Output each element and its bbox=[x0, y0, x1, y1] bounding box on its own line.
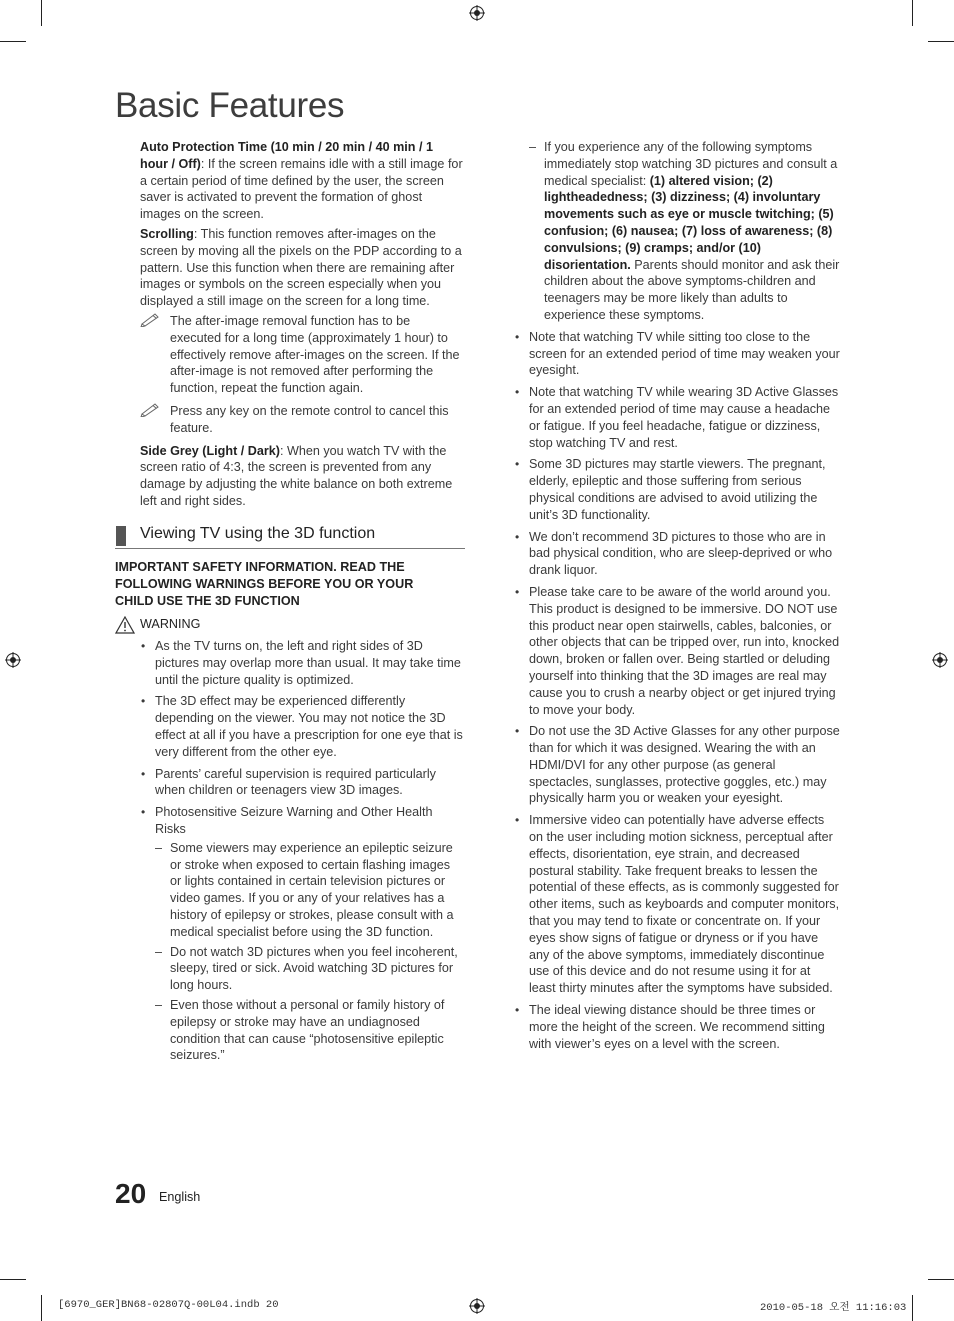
list-item: • Please take care to be aware of the world around you. This product is designed to be immersive. DO NOT use this product near open stairwells, cables, balconies, or other objects that can be tripped over, run into, knocked down, broken or fallen over. Being startled or deluding yourself into thinking that the 3D images are real may cause you to crush a nearby object or get injured trying to move your body. bbox=[514, 584, 840, 718]
sub-list-item: – Some viewers may experience an epileptic seizure or stroke when exposed to certain flashing images or lights contained in certain television pictures or video games. If you or any of your relatives has a history of epilepsy or strokes, please consult with a medical specialist before using the 3D function. bbox=[155, 840, 464, 941]
print-slug-left: [6970_GER]BN68-02807Q-00L04.indb 20 bbox=[58, 1299, 279, 1311]
registration-mark-icon bbox=[5, 652, 21, 668]
list-item: • As the TV turns on, the left and right sides of 3D pictures may overlap more than usual. It may take time until the picture quality is optimized. bbox=[140, 638, 464, 688]
list-item: • Note that watching TV while sitting too close to the screen for an extended period of time may weaken your eyesight. bbox=[514, 329, 840, 379]
section-title: Viewing TV using the 3D function bbox=[140, 525, 376, 542]
right-column bbox=[514, 139, 840, 1057]
warning-triangle-icon bbox=[115, 616, 135, 634]
page-title: Basic Features bbox=[115, 86, 345, 125]
section-bar bbox=[116, 526, 126, 546]
note: The after-image removal function has to be executed for a long time (approximately 1 hour) to effectively remove after-images on the screen. If the after-image is not removed after performing the function, repeat the function again. bbox=[140, 313, 464, 397]
list-item: • Parents’ careful supervision is required particularly when children or teenagers view 3D images. bbox=[140, 766, 464, 800]
crop-mark bbox=[41, 1295, 42, 1321]
crop-mark bbox=[928, 1279, 954, 1280]
crop-mark bbox=[928, 41, 954, 42]
crop-mark bbox=[41, 0, 42, 26]
sub-list-item: – Do not watch 3D pictures when you feel incoherent, sleepy, tired or sick. Avoid watching 3D pictures for long hours. bbox=[155, 944, 464, 994]
list-item: • Immersive video can potentially have adverse effects on the user including motion sickness, perceptual after effects, disorientation, eye strain, and decreased postural stability. Take frequent breaks to lessen the potential of these effects, as is commonly suggested for other items, such as keyboards and computer monitors, that you may tend to fixate or concentrate on. If your eyes show signs of fatigue or dryness or if you have any of the above symptoms, immediately discontinue use of this device and do not resume using it for at least thirty minutes after the symptoms have subsided. bbox=[514, 812, 840, 997]
list-item: • The 3D effect may be experienced differently depending on the viewer. You may not notice the 3D effect at all if you have a prescription for one eye that is very different from the other eye. bbox=[140, 693, 464, 760]
section-heading bbox=[115, 522, 465, 549]
left-warning-list bbox=[140, 638, 464, 1067]
crop-mark bbox=[912, 1295, 913, 1321]
list-item: • Photosensitive Seizure Warning and Other Health Risks – Some viewers may experience an epileptic seizure or stroke when exposed to certain flashing images or lights contained in certain television pictures or video games. If you or any of your relatives has a history of epilepsy or strokes, please consult with a medical specialist before using the 3D function. – Do not watch 3D pictures when you feel incoherent, sleepy, tired or sick. Avoid watching 3D pictures for long hours. – Even those without a personal or family history of epilepsy or stroke may have an undiagnosed condition that can cause “photosensitive epileptic seizures.” bbox=[140, 804, 464, 1064]
registration-mark-icon bbox=[469, 1298, 485, 1314]
page-language: English bbox=[159, 1190, 201, 1204]
scrolling-paragraph: Scrolling: This function removes after-images on the screen by moving all the pixels on the PDP according to a pattern. Use this function when there are remaining after images or symbols on the screen especially when you displayed a still image on the screen for a long time. bbox=[140, 226, 462, 309]
note-pencil-icon bbox=[140, 311, 162, 327]
important-safety-heading: IMPORTANT SAFETY INFORMATION. READ THE FOLLOWING WARNINGS BEFORE YOU OR YOUR CHILD USE THE 3D FUNCTION bbox=[115, 560, 414, 608]
note-pencil-icon bbox=[140, 401, 162, 417]
list-item: • We don’t recommend 3D pictures to those who are in bad physical condition, who are sleep-deprived or who drank liquor. bbox=[514, 529, 840, 579]
list-item: • Some 3D pictures may startle viewers. The pregnant, elderly, epileptic and those suffering from serious physical conditions are advised to avoid utilizing the unit’s 3D functionality. bbox=[514, 456, 840, 523]
registration-mark-icon bbox=[469, 5, 485, 21]
crop-mark bbox=[912, 0, 913, 26]
left-column-top bbox=[140, 139, 464, 513]
crop-mark bbox=[0, 41, 26, 42]
sub-list-item: – Even those without a personal or family history of epilepsy or stroke may have an undiagnosed condition that can cause “photosensitive epileptic seizures.” bbox=[155, 997, 464, 1064]
note: Press any key on the remote control to cancel this feature. bbox=[140, 403, 464, 437]
list-item: • Note that watching TV while wearing 3D Active Glasses for an extended period of time may cause a headache or fatigue. If you feel headache, fatigue or dizziness, stop watching TV and rest. bbox=[514, 384, 840, 451]
print-slug-right: 2010-05-18 오전 11:16:03 bbox=[760, 1302, 907, 1314]
list-item: • Do not use the 3D Active Glasses for any other purpose than for which it was designed. Wearing the with an HDMI/DVI for any other purpose (as general spectacles, sunglasses, protective goggles, etc.) may physically harm you or weaken your eyesight. bbox=[514, 723, 840, 807]
list-item: • The ideal viewing distance should be three times or more the height of the screen. We recommend sitting with viewer’s eyes on a level with the screen. bbox=[514, 1002, 840, 1052]
sub-list-item: – If you experience any of the following symptoms immediately stop watching 3D pictures and consult a medical specialist: (1) altered vision; (2) lightheadedness; (3) dizziness; (4) involuntary movements such as eye or muscle twitching; (5) confusion; (6) nausea; (7) loss of awareness; (8) convulsions; (9) cramps; and/or (10) disorientation. Parents should monitor and ask their children about the above symptoms-children and teenagers may be more likely than adults to experience these symptoms. bbox=[529, 139, 840, 324]
side-grey-paragraph: Side Grey (Light / Dark): When you watch TV with the screen ratio of 4:3, the screen is prevented from any damage by adjusting the white balance on both extreme left and right sides. bbox=[140, 443, 453, 508]
crop-mark bbox=[0, 1279, 26, 1280]
page-number: 20 bbox=[115, 1178, 147, 1209]
auto-protection-paragraph: Auto Protection Time (10 min / 20 min / 40 min / 1 hour / Off): If the screen remains idle with a still image for a certain period of time defined by the user, the screen saver is activated to prevent the formation of ghost images on the screen. bbox=[140, 140, 463, 222]
registration-mark-icon bbox=[932, 652, 948, 668]
